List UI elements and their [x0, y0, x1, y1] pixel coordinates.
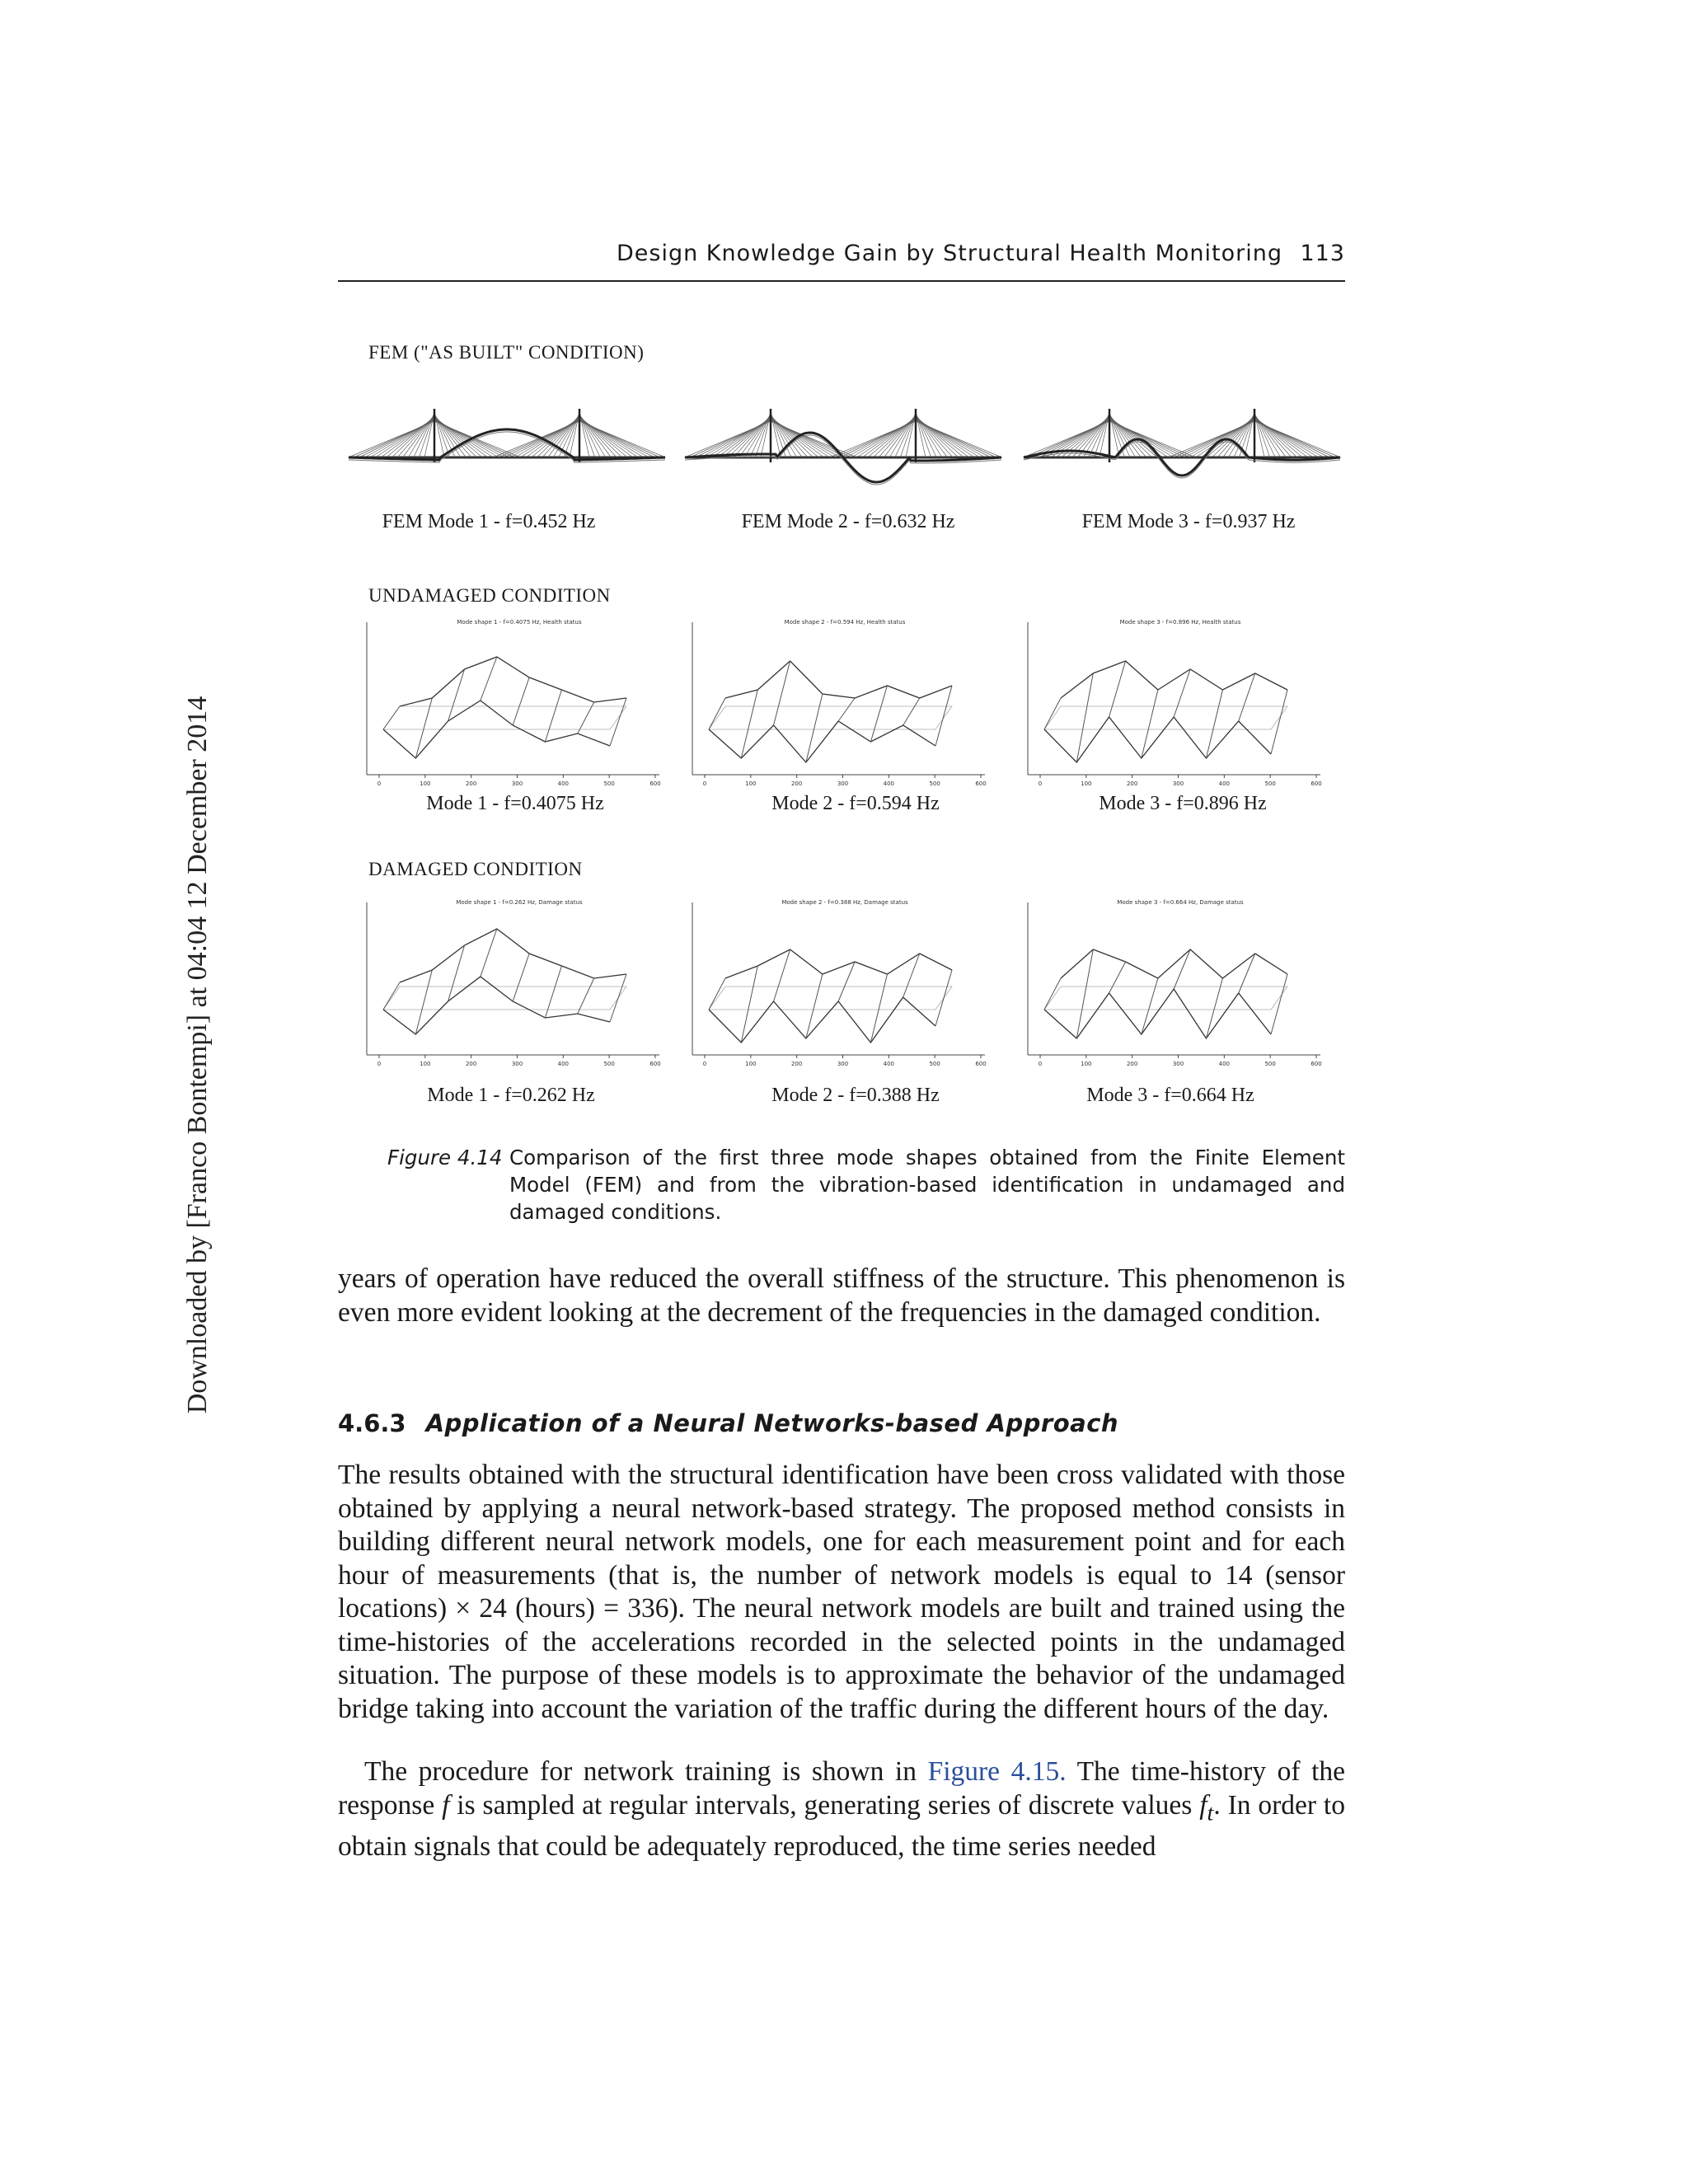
- mode-line-back: [400, 929, 626, 982]
- rung: [838, 962, 855, 1001]
- x-tick-label: 400: [1218, 780, 1231, 787]
- mode-line-front: [709, 721, 935, 762]
- running-title: Design Knowledge Gain by Structural Health Monitoring: [616, 241, 1282, 266]
- fem-mode-3-bridge-plot: [1017, 387, 1347, 486]
- rung: [741, 690, 757, 758]
- rung: [870, 686, 887, 742]
- figure-4-15-link[interactable]: Figure 4.15.: [927, 1756, 1067, 1787]
- x-tick-label: 300: [837, 780, 849, 787]
- mode-line-front: [383, 977, 610, 1034]
- rung: [1271, 974, 1287, 1034]
- x-tick-label: 200: [790, 1061, 803, 1067]
- para3-f: f: [442, 1789, 450, 1821]
- rung: [610, 974, 626, 1022]
- stay-cable: [349, 421, 434, 457]
- rung: [709, 698, 725, 729]
- damaged-mode-2-caption: Mode 2 - f=0.388 Hz: [771, 1085, 940, 1106]
- rung: [545, 966, 561, 1018]
- plot-title: Mode shape 2 - f=0.594 Hz, Health status: [784, 619, 906, 626]
- x-tick-label: 0: [377, 1061, 382, 1067]
- x-tick-label: 200: [1126, 780, 1138, 787]
- x-tick-label: 200: [465, 1061, 477, 1067]
- rung: [774, 949, 790, 1001]
- rung: [383, 982, 400, 1010]
- page-number: 113: [1300, 241, 1345, 266]
- x-tick-label: 300: [511, 780, 523, 787]
- damaged-mode-1-caption: Mode 1 - f=0.262 Hz: [427, 1085, 595, 1106]
- stay-cable: [1254, 421, 1340, 457]
- rung: [545, 690, 561, 742]
- plot-title: Mode shape 1 - f=0.4075 Hz, Health status: [457, 619, 582, 626]
- x-tick-label: 500: [1264, 1061, 1276, 1067]
- rung: [610, 698, 626, 746]
- plot-title: Mode shape 2 - f=0.388 Hz, Damage status: [781, 899, 908, 906]
- reference-plane: [709, 987, 952, 1010]
- para3-end: . In order to obtain signals that could be adequately reproduced, the time series needed: [338, 1789, 1345, 1862]
- x-tick-label: 200: [465, 780, 477, 787]
- rung: [1109, 661, 1126, 717]
- rung: [774, 661, 790, 725]
- para3-start: The procedure for network training is shown in: [364, 1756, 928, 1787]
- undamaged-mode-1-caption: Mode 1 - f=0.4075 Hz: [426, 793, 604, 814]
- rung: [415, 970, 432, 1034]
- x-tick-label: 100: [420, 780, 431, 787]
- reference-plane: [1044, 706, 1287, 729]
- x-tick-label: 0: [377, 780, 382, 787]
- x-tick-label: 400: [883, 1061, 895, 1067]
- stay-cables: [349, 412, 666, 457]
- undamaged-mode-3-plot: [1015, 614, 1345, 787]
- stay-cables: [685, 412, 1002, 457]
- para3-subscript-t: t: [1207, 1800, 1214, 1826]
- rung: [1271, 690, 1287, 754]
- rung: [870, 974, 887, 1043]
- rung: [838, 698, 855, 721]
- stay-cable: [579, 421, 665, 457]
- x-tick-label: 100: [420, 1061, 431, 1067]
- body-paragraph-1: years of operation have reduced the overall stiffness of the structure. This phenomenon is even more evident looking at the decrement of the frequencies in the damaged condition.: [338, 1263, 1345, 1328]
- rung: [1076, 949, 1093, 1038]
- x-tick-label: 500: [929, 1061, 940, 1067]
- rung: [481, 657, 497, 701]
- x-tick-label: 0: [702, 780, 707, 787]
- rung: [935, 970, 952, 1026]
- damaged-mode-3-plot: [1015, 894, 1345, 1067]
- x-tick-label: 300: [1172, 780, 1184, 787]
- undamaged-heading: UNDAMAGED CONDITION: [368, 585, 611, 606]
- rung: [513, 954, 529, 1001]
- damaged-mode-2-plot: [680, 894, 1010, 1067]
- download-note: Downloaded by [Franco Bontempi] at 04:04 12 December 2014: [182, 696, 213, 1414]
- section-title: Application of a Neural Networks-based Approach: [425, 1409, 1119, 1437]
- rung: [1076, 673, 1093, 762]
- x-tick-label: 0: [1038, 780, 1043, 787]
- x-tick-label: 400: [883, 780, 895, 787]
- x-tick-label: 0: [702, 1061, 707, 1067]
- rung: [1109, 962, 1126, 993]
- x-tick-label: 300: [1172, 1061, 1184, 1067]
- mode-line-back: [725, 949, 952, 978]
- fem-mode-2-bridge-plot: [678, 387, 1008, 486]
- fem-mode-3-caption: FEM Mode 3 - f=0.937 Hz: [1081, 511, 1296, 532]
- section-heading: [338, 1409, 1118, 1437]
- rung: [1044, 978, 1061, 1010]
- para3-mid: The time-history of the response: [338, 1756, 1345, 1821]
- mode-line-back: [400, 657, 626, 706]
- undamaged-mode-1-plot: [354, 614, 684, 787]
- rung: [1174, 949, 1190, 989]
- section-number: 4.6.3: [338, 1409, 406, 1437]
- undamaged-mode-3-caption: Mode 3 - f=0.896 Hz: [1099, 793, 1267, 814]
- x-tick-label: 400: [1218, 1061, 1231, 1067]
- rung: [578, 978, 594, 1014]
- body-paragraph-3: [338, 1755, 1345, 1863]
- fem-mode-1-bridge-plot: [342, 387, 672, 486]
- plot-title: Mode shape 3 - f=0.896 Hz, Health status: [1119, 619, 1241, 626]
- rung: [513, 677, 529, 725]
- x-tick-label: 200: [790, 780, 803, 787]
- plot-title: Mode shape 1 - f=0.262 Hz, Damage status: [456, 899, 583, 906]
- para3-mid2: is sampled at regular intervals, generating series of discrete values: [449, 1789, 1200, 1821]
- mode-line-back: [1061, 949, 1287, 978]
- fem-heading: FEM ("AS BUILT" CONDITION): [368, 342, 645, 363]
- running-head: [338, 241, 1345, 272]
- x-tick-label: 200: [1126, 1061, 1138, 1067]
- fem-mode-1-caption: FEM Mode 1 - f=0.452 Hz: [382, 511, 596, 532]
- body-paragraph-2: The results obtained with the structural identification have been cross validated with those obtained by applying a neural network-based strategy. The proposed method consists in building different neural network models, one for each measurement point and for each hour of measurements (that is, the number of network models is equal to 14 (sensor locations) × 24 (hours) = 336). The neural network models are built and trained using the time-histories of the accelerations recorded in the selected points in the undamaged situation. The purpose of these models is to approximate the behavior of the undamaged bridge taking into account the variation of the traffic during the different hours of the day.: [338, 1460, 1345, 1724]
- reference-plane: [709, 706, 952, 729]
- rung: [1044, 698, 1061, 729]
- reference-plane: [1044, 987, 1287, 1010]
- rung: [709, 978, 725, 1010]
- undamaged-mode-2-caption: Mode 2 - f=0.594 Hz: [771, 793, 940, 814]
- rung: [383, 706, 400, 729]
- stay-cable: [916, 421, 1001, 457]
- damaged-mode-1-plot: [354, 894, 684, 1067]
- rung: [1206, 978, 1222, 1038]
- x-tick-label: 400: [557, 1061, 570, 1067]
- x-tick-label: 100: [1081, 780, 1092, 787]
- x-tick-label: 600: [975, 780, 987, 787]
- x-tick-label: 600: [975, 1061, 987, 1067]
- rung: [903, 698, 920, 725]
- stay-cable: [830, 421, 916, 457]
- x-tick-label: 300: [511, 1061, 523, 1067]
- x-tick-label: 100: [745, 1061, 757, 1067]
- stay-cable: [685, 421, 771, 457]
- deformed-deck: [349, 429, 665, 460]
- x-tick-label: 0: [1038, 1061, 1043, 1067]
- rung: [935, 686, 952, 746]
- rung: [1206, 690, 1222, 758]
- undamaged-mode-2-plot: [680, 614, 1010, 787]
- rung: [1174, 669, 1190, 717]
- plot-title: Mode shape 3 - f=0.664 Hz, Damage status: [1117, 899, 1244, 906]
- damaged-heading: DAMAGED CONDITION: [368, 859, 583, 879]
- figure-caption-label: Figure 4.14: [387, 1146, 503, 1169]
- x-tick-label: 500: [603, 1061, 615, 1067]
- x-tick-label: 600: [649, 780, 661, 787]
- rung: [741, 966, 757, 1043]
- x-tick-label: 400: [557, 780, 570, 787]
- x-tick-label: 500: [1264, 780, 1276, 787]
- x-tick-label: 500: [929, 780, 940, 787]
- x-tick-label: 500: [603, 780, 615, 787]
- x-tick-label: 100: [1081, 1061, 1092, 1067]
- reference-plane: [383, 987, 626, 1010]
- x-tick-label: 600: [1311, 1061, 1322, 1067]
- x-tick-label: 100: [745, 780, 757, 787]
- x-tick-label: 300: [837, 1061, 849, 1067]
- mode-line-back: [725, 661, 952, 698]
- rung: [903, 954, 920, 997]
- figure-caption-text: Comparison of the first three mode shapes obtained from the Finite Element Model (FEM) and from the vibration-based identification in undamaged and damaged conditions.: [509, 1146, 1345, 1224]
- damaged-mode-3-caption: Mode 3 - f=0.664 Hz: [1086, 1085, 1254, 1106]
- header-rule: [338, 280, 1345, 282]
- rung: [578, 702, 594, 733]
- mode-line-back: [1061, 661, 1287, 698]
- fem-mode-2-caption: FEM Mode 2 - f=0.632 Hz: [741, 511, 955, 532]
- para3-ft: f: [1199, 1789, 1207, 1821]
- x-tick-label: 600: [649, 1061, 661, 1067]
- x-tick-label: 600: [1311, 780, 1322, 787]
- rung: [448, 945, 465, 1001]
